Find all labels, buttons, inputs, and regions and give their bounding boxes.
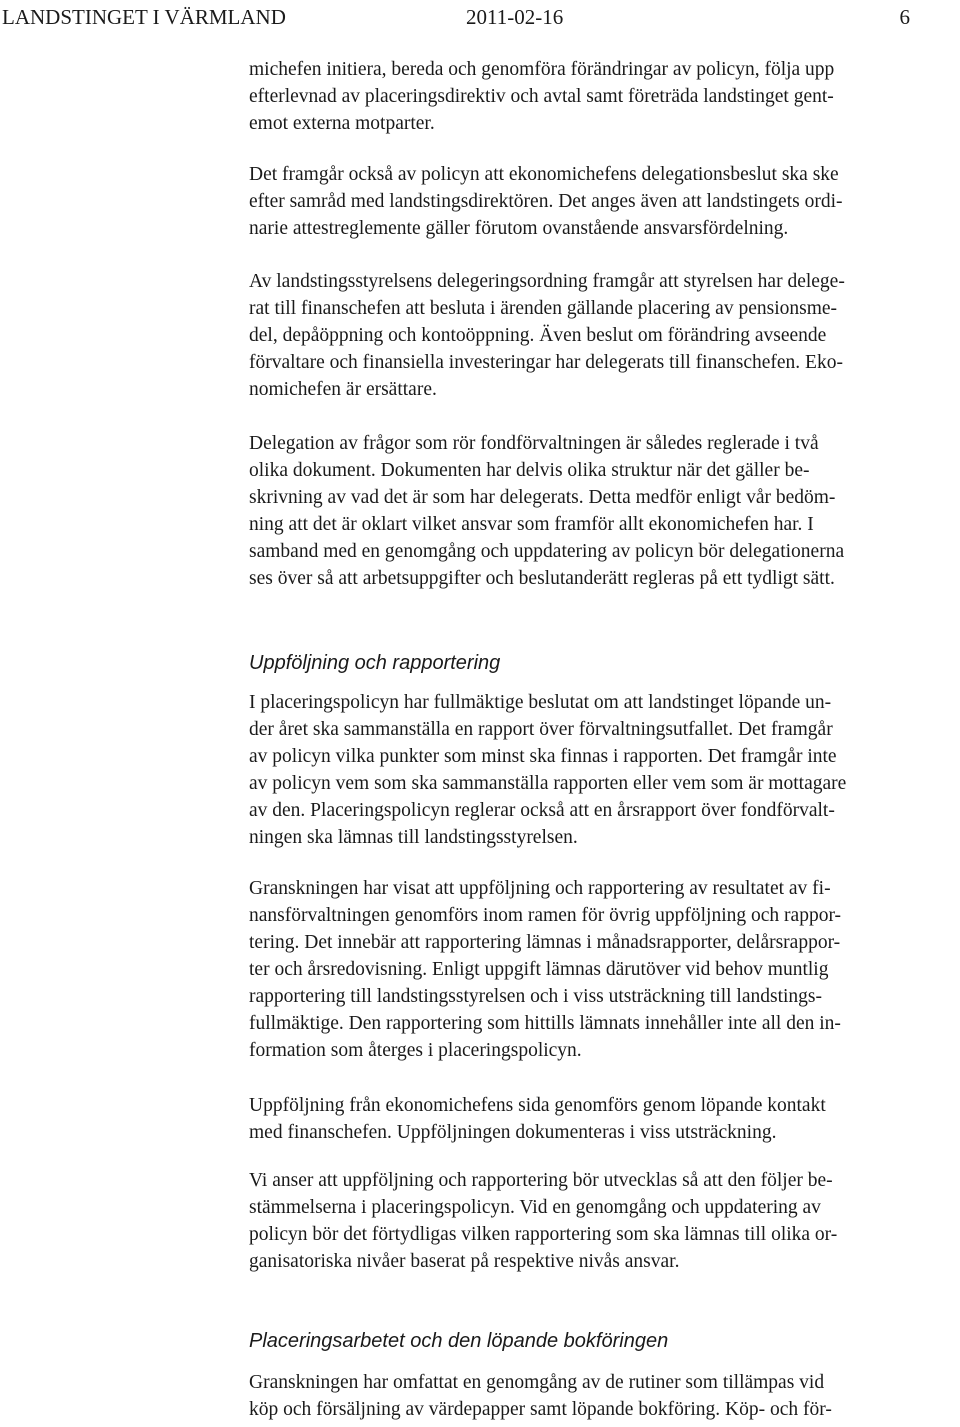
paragraph-line: samband med en genomgång och uppdatering av policyn bör delegationerna [249, 541, 845, 562]
paragraph-line: förvaltare och finansiella investeringar har delegerats till finanschefen. Eko- [249, 352, 843, 373]
paragraph-line: stämmelserna i placeringspolicyn. Vid en genomgång och uppdatering av [249, 1197, 821, 1218]
paragraph [249, 430, 960, 592]
paragraph [249, 268, 960, 403]
paragraph-line: nansförvaltningen genomförs inom ramen för övrig uppföljning och rappor- [249, 905, 842, 926]
paragraph-line: Granskningen har omfattat en genomgång av de rutiner som tillämpas vid [249, 1372, 825, 1393]
paragraph [249, 689, 960, 851]
paragraph-line: ning att det är oklart vilket ansvar som framför allt ekonomichefen har. I [249, 514, 814, 535]
paragraph-line: skrivning av vad det är som har delegerats. Detta medför enligt vår bedöm- [249, 487, 836, 508]
paragraph-line: ses över så att arbetsuppgifter och beslutanderätt regleras på ett tydligt sätt. [249, 568, 835, 589]
paragraph-line: köp och försäljning av värdepapper samt löpande bokföring. Köp- och för- [249, 1399, 832, 1420]
paragraph-line: I placeringspolicyn har fullmäktige beslutat om att landstinget löpande un- [249, 692, 832, 713]
header-date: 2011-02-16 [466, 5, 564, 29]
paragraph-line: Uppföljning från ekonomichefens sida genomförs genom löpande kontakt [249, 1095, 826, 1116]
section-heading: Placeringsarbetet och den löpande bokföringen [249, 1330, 669, 1352]
paragraph [249, 1369, 960, 1423]
paragraph-line: policyn bör det förtydligas vilken rapportering som ska lämnas till olika or- [249, 1224, 838, 1245]
page-number: 6 [899, 5, 910, 29]
paragraph [249, 875, 960, 1064]
paragraph-line: Det framgår också av policyn att ekonomichefens delegationsbeslut ska ske [249, 164, 839, 185]
paragraph-line: narie attestreglemente gäller förutom ovanstående ansvarsfördelning. [249, 218, 789, 239]
paragraph-line: efter samråd med landstingsdirektören. Det anges även att landstingets ordi- [249, 191, 843, 212]
paragraph-line: tering. Det innebär att rapportering lämnas i månadsrapporter, delårsrappor- [249, 932, 841, 953]
paragraph-line: med finanschefen. Uppföljningen dokumenteras i viss utsträckning. [249, 1122, 777, 1143]
paragraph-line: emot externa motparter. [249, 113, 435, 134]
paragraph-line: olika dokument. Dokumenten har delvis olika struktur när det gäller be- [249, 460, 810, 481]
paragraph-line: formation som återges i placeringspolicyn. [249, 1040, 582, 1061]
paragraph-line: rapportering till landstingsstyrelsen och i viss utsträckning till landstings- [249, 986, 823, 1007]
paragraph-line: fullmäktige. Den rapportering som hittills lämnats innehåller inte all den in- [249, 1013, 841, 1034]
paragraph-line: Av landstingsstyrelsens delegeringsordning framgår att styrelsen har delege- [249, 271, 845, 292]
paragraph-line: Delegation av frågor som rör fondförvaltningen är således reglerade i två [249, 433, 819, 454]
paragraph [249, 1167, 960, 1275]
section-heading: Uppföljning och rapportering [249, 652, 501, 674]
paragraph-line: Granskningen har visat att uppföljning och rapportering av resultatet av fi- [249, 878, 831, 899]
paragraph-line: rat till finanschefen att besluta i ärenden gällande placering av pensionsme- [249, 298, 838, 319]
paragraph-line: Vi anser att uppföljning och rapportering bör utvecklas så att den följer be- [249, 1170, 833, 1191]
paragraph-line: ter och årsredovisning. Enligt uppgift lämnas därutöver vid behov muntlig [249, 959, 829, 980]
paragraph-line: der året ska sammanställa en rapport över förvaltningsutfallet. Det framgår [249, 719, 833, 740]
paragraph [249, 161, 960, 242]
header-organization: LANDSTINGET I VÄRMLAND [2, 5, 286, 29]
paragraph-line: efterlevnad av placeringsdirektiv och avtal samt företräda landstinget gent- [249, 86, 834, 107]
paragraph-line: del, depåöppning och kontoöppning. Även beslut om förändring avseende [249, 325, 827, 346]
paragraph-line: av policyn vem som ska sammanställa rapporten eller vem som är mottagare [249, 773, 847, 794]
paragraph [249, 1092, 960, 1146]
paragraph-line: ganisatoriska nivåer baserat på respektive nivås ansvar. [249, 1251, 680, 1272]
paragraph-line: ningen ska lämnas till landstingsstyrelsen. [249, 827, 578, 848]
paragraph-line: av den. Placeringspolicyn reglerar också att en årsrapport över fondförvalt- [249, 800, 835, 821]
paragraph-line: michefen initiera, bereda och genomföra förändringar av policyn, följa upp [249, 59, 835, 80]
paragraph-line: nomichefen är ersättare. [249, 379, 437, 400]
paragraph-line: av policyn vilka punkter som minst ska finnas i rapporten. Det framgår inte [249, 746, 837, 767]
page-header [0, 4, 910, 30]
paragraph [249, 56, 960, 137]
